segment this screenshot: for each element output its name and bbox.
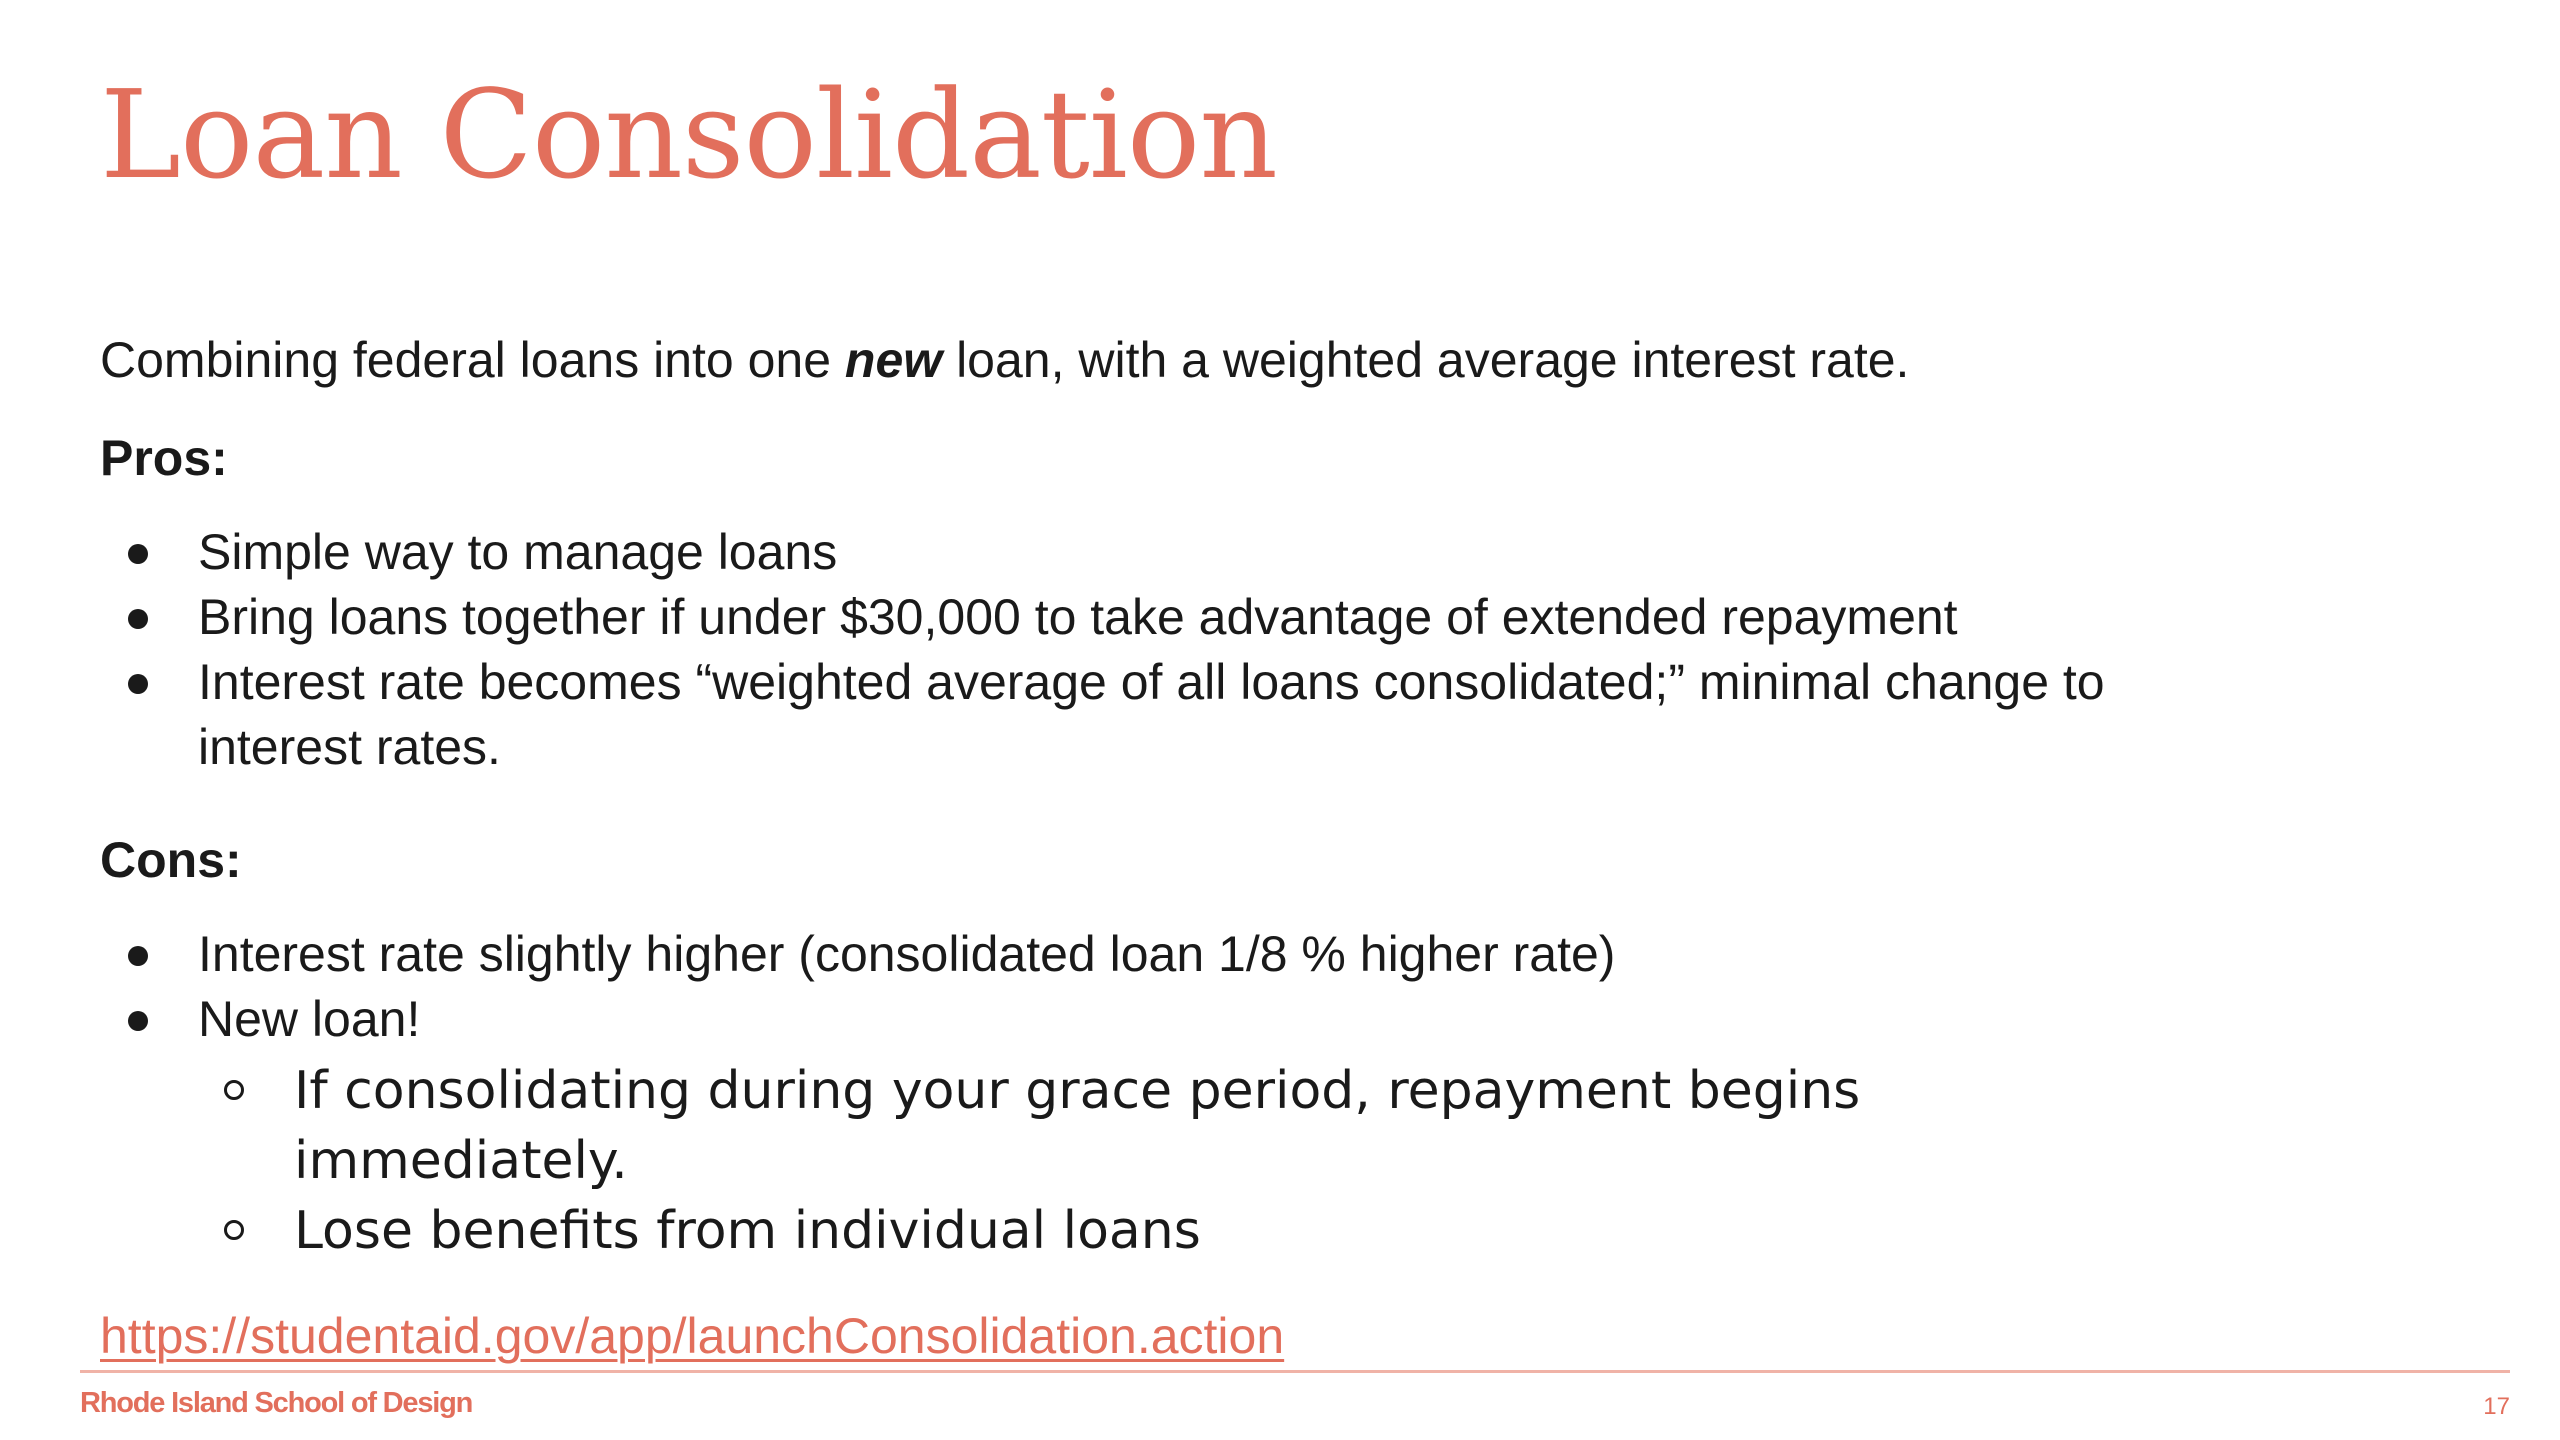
bullet-icon <box>128 544 148 564</box>
pros-heading: Pros: <box>100 430 228 486</box>
consolidation-link[interactable]: https://studentaid.gov/app/launchConsolidation.action <box>100 1308 1285 1364</box>
pros-item-text: Interest rate becomes “weighted average of all loans consolidated;” minimal change to interest rates. <box>198 654 2105 775</box>
page-number: 17 <box>2483 1393 2510 1420</box>
pros-list <box>100 520 2220 780</box>
pros-item <box>100 585 2220 650</box>
cons-item-text: Interest rate slightly higher (consolidated loan 1/8 % higher rate) <box>198 926 1616 982</box>
cons-item-text: New loan! <box>198 991 421 1047</box>
cons-sub-item-text: If consolidating during your grace period, repayment begins immediately. <box>294 1061 1861 1191</box>
hollow-bullet-icon <box>224 1080 244 1100</box>
cons-list <box>100 922 2220 1266</box>
cons-sub-list <box>196 1056 2220 1266</box>
cons-sub-item-text: Lose benefits from individual loans <box>294 1201 1201 1261</box>
hollow-bullet-icon <box>224 1220 244 1240</box>
footer-brand: Rhode Island School of Design <box>80 1387 473 1419</box>
cons-sub-item <box>196 1196 2220 1266</box>
footer-divider <box>80 1370 2510 1373</box>
slide-body <box>100 320 2220 1266</box>
intro-before: Combining federal loans into one <box>100 332 845 388</box>
bullet-icon <box>128 609 148 629</box>
cons-item <box>100 922 2220 987</box>
intro-after: loan, with a weighted average interest rate. <box>942 332 1910 388</box>
intro-emphasis: new <box>844 332 943 388</box>
cons-sub-item <box>196 1056 1894 1196</box>
pros-item <box>100 520 2220 585</box>
bullet-icon <box>128 1011 148 1031</box>
cons-item <box>100 987 2220 1266</box>
intro-text <box>100 320 2220 400</box>
pros-item-text: Simple way to manage loans <box>198 524 838 580</box>
bullet-icon <box>128 674 148 694</box>
cons-heading: Cons: <box>100 832 242 888</box>
slide-title: Loan Consolidation <box>100 64 1277 206</box>
pros-item-text: Bring loans together if under $30,000 to take advantage of extended repayment <box>198 589 1958 645</box>
bullet-icon <box>128 946 148 966</box>
pros-item <box>100 650 2158 780</box>
